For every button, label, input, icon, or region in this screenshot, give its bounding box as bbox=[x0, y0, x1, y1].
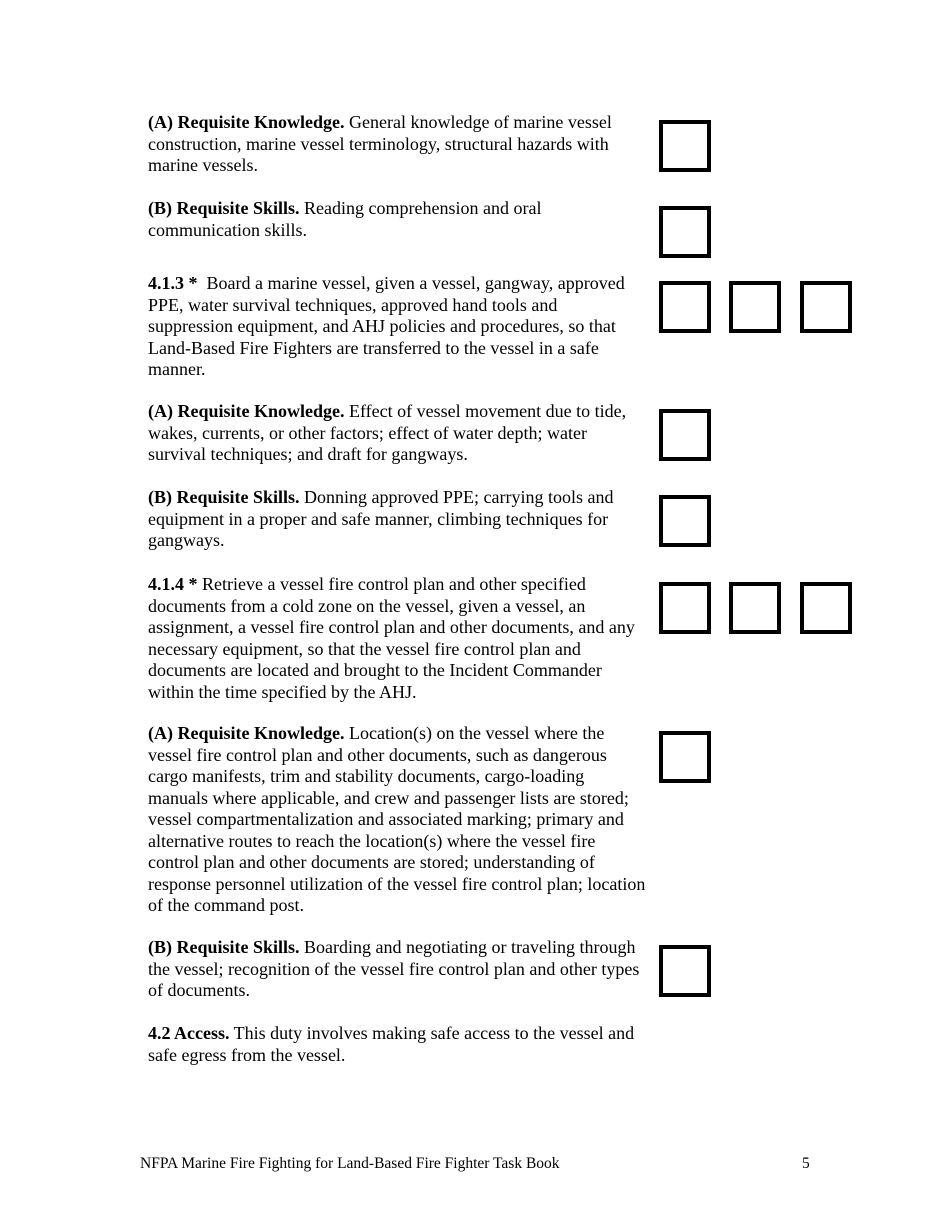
requisite-skills-ppe: (B) Requisite Skills. Donning approved PPE; carrying tools and equipment in a proper and safe manner, climbing techniques for gangways. bbox=[148, 487, 614, 550]
checkbox[interactable] bbox=[659, 120, 711, 172]
checkbox[interactable] bbox=[659, 582, 711, 634]
requisite-skills-boarding: (B) Requisite Skills. Boarding and negotiating or traveling through the vessel; recognition of the vessel fire control plan and other types of documents. bbox=[148, 937, 640, 1000]
checkbox[interactable] bbox=[729, 582, 781, 634]
checkbox[interactable] bbox=[800, 281, 852, 333]
checkbox[interactable] bbox=[800, 582, 852, 634]
requisite-knowledge-fire-control-plan: (A) Requisite Knowledge. Location(s) on the vessel where the vessel fire control plan and other documents, such as dangerous cargo manifests, trim and stability documents, cargo-loading manuals where applicable, and crew and passenger lists are stored; vessel compartmentalization and associated marking; primary and alternative routes to reach the location(s) where the vessel fire control plan and other documents are stored; understanding of response personnel utilization of the vessel fire control plan; location of the command post. bbox=[148, 723, 646, 915]
checkbox[interactable] bbox=[659, 495, 711, 547]
task-4-1-3: 4.1.3 * Board a marine vessel, given a vessel, gangway, approved PPE, water survival techniques, approved hand tools and suppression equipment, and AHJ policies and procedures, so that Land-Based Fire Fighters are transferred to the vessel in a safe manner. bbox=[148, 273, 630, 379]
requisite-skills-reading: (B) Requisite Skills. Reading comprehension and oral communication skills. bbox=[148, 198, 542, 240]
checkbox[interactable] bbox=[659, 281, 711, 333]
checkbox[interactable] bbox=[659, 409, 711, 461]
checkbox[interactable] bbox=[659, 206, 711, 258]
requisite-knowledge-vessel-movement: (A) Requisite Knowledge. Effect of vessel movement due to tide, wakes, currents, or other factors; effect of water depth; water survival techniques; and draft for gangways. bbox=[148, 401, 627, 464]
checkbox[interactable] bbox=[659, 731, 711, 783]
checkbox[interactable] bbox=[659, 945, 711, 997]
page-number: 5 bbox=[802, 1155, 810, 1172]
requisite-knowledge-marine-construction: (A) Requisite Knowledge. General knowledge of marine vessel construction, marine vessel terminology, structural hazards with marine vessels. bbox=[148, 112, 612, 175]
checkbox[interactable] bbox=[729, 281, 781, 333]
section-4-2-access: 4.2 Access. This duty involves making safe access to the vessel and safe egress from the vessel. bbox=[148, 1023, 635, 1065]
task-4-1-4: 4.1.4 * Retrieve a vessel fire control plan and other specified documents from a cold zone on the vessel, given a vessel, an assignment, a vessel fire control plan and other documents, and any necessary equipment, so that the vessel fire control plan and documents are located and brought to the Incident Commander within the time specified by the AHJ. bbox=[148, 574, 635, 702]
footer-title: NFPA Marine Fire Fighting for Land-Based Fire Fighter Task Book bbox=[140, 1155, 560, 1172]
